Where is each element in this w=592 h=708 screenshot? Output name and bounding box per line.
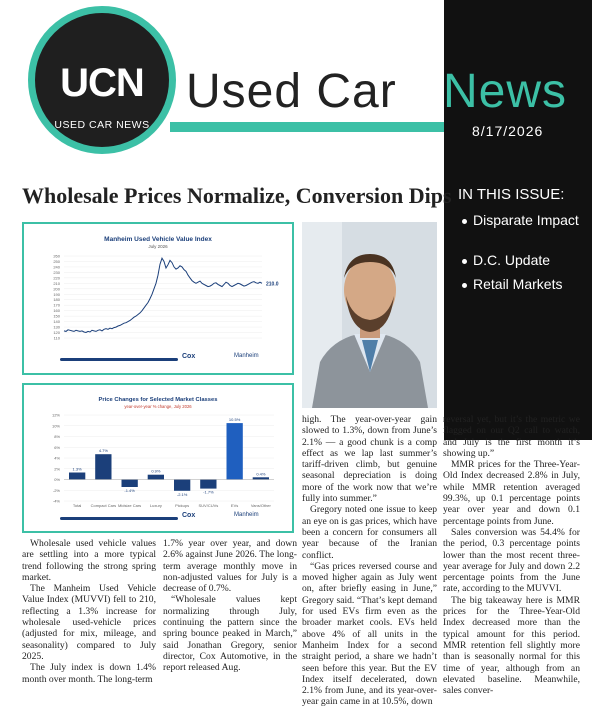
paragraph: Gregory noted one issue to keep an eye on is gas prices, which have been a concern for consumers all year because of the Iranian conflict. xyxy=(302,504,437,561)
y-tick-label: 190 xyxy=(53,291,60,297)
y-tick-label: 200 xyxy=(53,286,60,292)
bar-plot xyxy=(24,409,292,519)
cox-logo: Cox xyxy=(182,512,196,519)
end-value-label: 210.0 xyxy=(266,281,279,288)
bar xyxy=(227,423,243,479)
cox-logo: Cox xyxy=(182,353,196,360)
data-label: -1.7% xyxy=(203,489,214,495)
y-tick-label: 240 xyxy=(53,264,60,270)
title-news: News xyxy=(443,65,568,118)
category-label: SUV/CUVs xyxy=(198,503,219,508)
issue-date: 8/17/2026 xyxy=(472,123,544,139)
paragraph: MMR prices for the Three-Year-Old Index decreased 2.8% in July, while MMR retention averaged 99.3%, up 0.1 percentage points year over year and down 0.1 percentage points from June. xyxy=(443,459,580,527)
issue-item-label: D.C. Update xyxy=(473,252,551,268)
bullet-icon xyxy=(462,283,467,288)
article-column-2 xyxy=(163,538,297,674)
paragraph: “Wholesale values kept normalizing through July, continuing the pattern since the spring bounce peaked in March,” said Jonathan Gregory, senior director, Cox Automotive, in the report released Aug. xyxy=(163,594,297,674)
y-tick-label: 6% xyxy=(54,444,60,450)
ucn-logo xyxy=(28,6,176,154)
article-column-4 xyxy=(443,414,580,696)
y-tick-label: 160 xyxy=(53,308,60,314)
chart-title: Manheim Used Vehicle Value Index xyxy=(104,236,212,243)
y-tick-label: 8% xyxy=(54,434,60,439)
data-label: -2.1% xyxy=(176,491,188,497)
bar xyxy=(148,475,164,480)
paragraph: The Manheim Used Vehicle Value Index (MUVVI) fell to 210, reflecting a 1.3% increase for wholesale used-vehicle prices (adjusted for mix, mileage, and seasonality) compared to July 2025. xyxy=(22,583,156,662)
y-tick-label: 250 xyxy=(53,258,60,264)
bar xyxy=(95,454,111,479)
chart-subtitle: July 2026 xyxy=(148,244,168,249)
paragraph: The big takeaway here is MMR prices for the Three-Year-Old Index decreased more than the typical amount for this period. MMR retention fell slightly more than is seasonally normal for this time of year, although from an elevated baseline. Meanwhile, sales conver- xyxy=(443,594,580,697)
bullet-icon xyxy=(462,259,467,264)
brand-rule xyxy=(60,358,178,361)
y-tick-label: 120 xyxy=(53,330,60,336)
chart-title: Price Changes for Selected Market Classes xyxy=(98,397,218,403)
article-column-1 xyxy=(22,538,156,685)
y-tick-label: 10% xyxy=(51,423,60,429)
y-tick-label: 130 xyxy=(53,324,60,330)
paragraph: “Gas prices reversed course and moved higher again as July went on, after briefly easing in June,” Gregory said. “That’s kept demand for used EVs firm even as the broader market cools. EVs held above 4% of all units in the Manheim Index for a second straight period, a share we hadn’t seen before this year. But the EV Index itself decelerated, down 2.1% from June, and its year-over-year gain came in at 10.5%, down xyxy=(302,560,437,708)
in-this-issue-title: IN THIS ISSUE: xyxy=(458,186,565,203)
category-label: Total xyxy=(72,503,82,508)
issue-item-label: Disparate Impact xyxy=(473,212,579,228)
y-tick-label: 220 xyxy=(53,275,60,281)
category-label: Compact Cars xyxy=(90,503,117,508)
y-tick-label: 150 xyxy=(53,313,60,319)
bar xyxy=(122,480,138,488)
manheim-logo: Manheim xyxy=(234,512,259,518)
issue-item-label: Retail Markets xyxy=(473,276,563,292)
paragraph: Sales conversion was 54.4% for the period, 0.3 percentage points lower than the most recent three-year average for July and down 2.2 percentage points from the June rate, according to the MUVVI. xyxy=(443,526,580,595)
category-label: EVs xyxy=(230,503,239,508)
paragraph: The July index is down 1.4% month over month. The long-term xyxy=(22,662,156,685)
y-tick-label: 230 xyxy=(53,269,60,275)
masthead-accent-bar xyxy=(170,122,444,132)
bar xyxy=(69,473,85,480)
paragraph: Wholesale used vehicle values are settling into a more typical trend following the strong spring market. xyxy=(22,538,156,583)
logo-text: USED CAR NEWS xyxy=(54,119,150,131)
data-label: -1.4% xyxy=(124,488,135,493)
y-tick-label: -4% xyxy=(52,498,60,504)
data-label: 10.5% xyxy=(228,417,241,423)
issue-item-disparate-impact[interactable] xyxy=(462,212,580,228)
paragraph: 1.7% year over year, and down 2.6% against June 2026. The long-term average monthly move in non-adjusted values for July is a decrease of 0.7%. xyxy=(163,538,297,595)
category-label: Midsize Cars xyxy=(118,503,142,508)
y-tick-label: 170 xyxy=(53,302,60,308)
data-label: 4.7% xyxy=(98,448,108,454)
data-label: 0.4% xyxy=(256,471,266,477)
spokesperson-photo xyxy=(302,222,437,408)
manheim-logo: Manheim xyxy=(234,353,259,359)
brand-rule xyxy=(60,517,178,520)
y-tick-label: 2% xyxy=(54,466,60,472)
paragraph: reversal yet, but it’s the metric we flagged on our Q2 call to watch, and July is the first month it’s showing up.” xyxy=(443,414,580,459)
y-tick-label: 12% xyxy=(51,412,60,418)
chart-subtitle: year-over-year % change, July 2026 xyxy=(124,404,192,409)
bar xyxy=(200,480,216,489)
y-tick-label: 110 xyxy=(53,335,60,341)
paragraph: high. The year-over-year gain slowed to 1.3%, down from June’s 2.1% — a good chunk is a comp effect as we lap last summer’s tariff-driven climb, but genuine seasonal depreciation is doing more of the work now that we’re fully into summer.” xyxy=(302,414,437,505)
article-headline: Wholesale Prices Normalize, Conversion Dips xyxy=(22,183,452,208)
y-tick-label: 0% xyxy=(54,477,60,482)
market-class-bar-chart xyxy=(22,383,294,533)
category-label: Luxury xyxy=(149,503,162,508)
y-tick-label: 260 xyxy=(53,253,60,259)
issue-item-dc-update[interactable] xyxy=(462,252,580,268)
line-plot xyxy=(24,250,292,360)
muvvi-line-chart xyxy=(22,222,294,375)
data-label: 1.3% xyxy=(72,466,82,472)
y-tick-label: -2% xyxy=(52,487,60,493)
y-tick-label: 4% xyxy=(54,455,60,461)
logo-letters: UCN xyxy=(60,61,144,105)
y-tick-label: 210 xyxy=(53,280,60,286)
y-tick-label: 180 xyxy=(53,297,60,303)
title-used: Used Car xyxy=(186,65,397,118)
bar xyxy=(253,477,269,479)
bullet-icon xyxy=(462,219,467,224)
category-label: Vans/Other xyxy=(250,503,271,508)
issue-item-retail-markets[interactable] xyxy=(462,276,580,292)
data-label: 0.9% xyxy=(151,468,161,474)
category-label: Pickups xyxy=(175,503,190,508)
y-tick-label: 140 xyxy=(53,319,60,325)
article-column-3 xyxy=(302,414,437,708)
bar xyxy=(174,480,190,491)
portrait-illustration xyxy=(302,222,437,408)
